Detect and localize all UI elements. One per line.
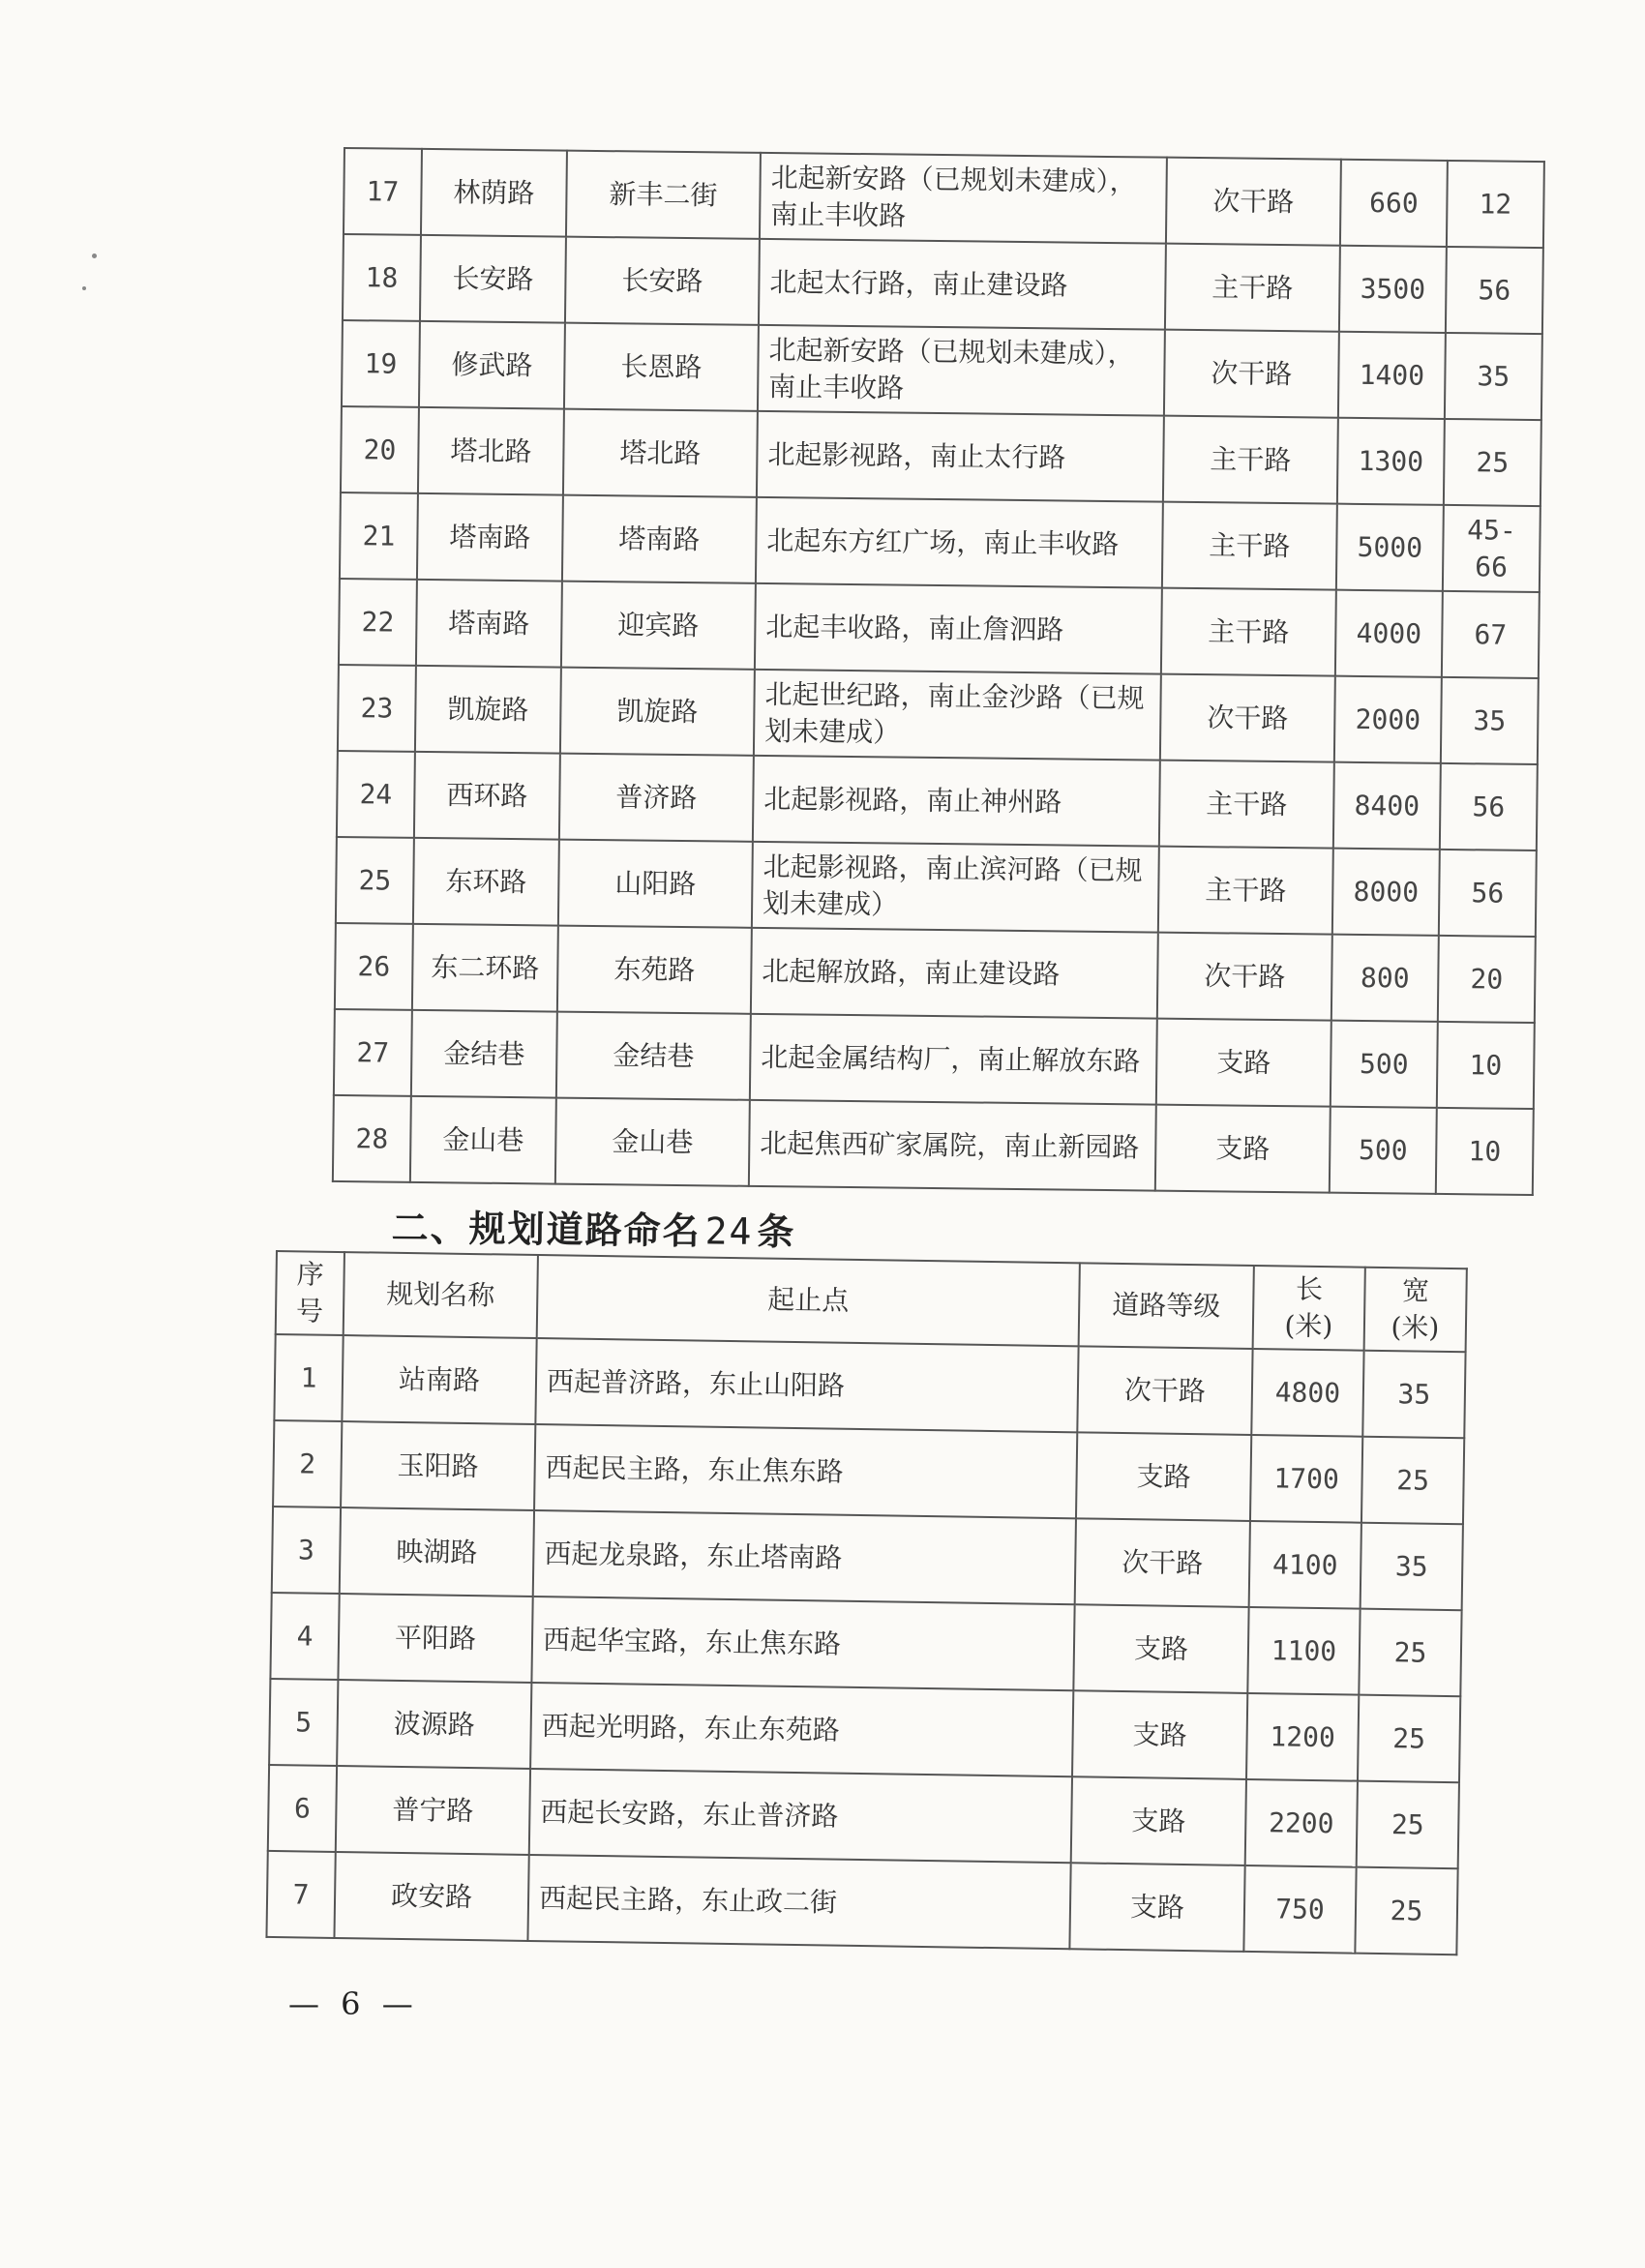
- road-length-cell: 1100: [1247, 1607, 1360, 1695]
- table-row: [339, 579, 1540, 678]
- road-length-cell: 750: [1243, 1865, 1356, 1954]
- road-grade-cell: 主干路: [1165, 244, 1340, 332]
- road-grade-cell: 次干路: [1075, 1518, 1250, 1607]
- new-name-cell: 凯旋路: [560, 668, 755, 756]
- section-heading-suffix: 条: [757, 1209, 796, 1254]
- road-grade-cell: 支路: [1156, 1019, 1331, 1107]
- road-width-cell: 67: [1442, 591, 1540, 678]
- road-width-cell: 56: [1440, 763, 1538, 850]
- original-name-cell: 塔南路: [416, 580, 562, 668]
- original-name-cell: 金结巷: [411, 1010, 557, 1098]
- table-row: [343, 234, 1543, 334]
- original-name-cell: 塔南路: [417, 493, 563, 582]
- new-name-cell: 金山巷: [555, 1098, 750, 1186]
- table-row: [340, 492, 1540, 592]
- planned-name-cell: 波源路: [337, 1680, 531, 1769]
- start-end-point-cell: 北起影视路，南止太行路: [757, 411, 1164, 502]
- new-name-cell: 迎宾路: [561, 582, 756, 670]
- road-grade-cell: 次干路: [1077, 1346, 1252, 1435]
- new-name-cell: 长恩路: [564, 323, 759, 411]
- header-serial-number: 序 号: [276, 1251, 344, 1335]
- start-end-point-cell: 北起影视路，南止神州路: [753, 756, 1160, 847]
- new-name-cell: 长安路: [565, 237, 760, 325]
- road-grade-cell: 主干路: [1162, 502, 1337, 590]
- original-name-cell: 长安路: [420, 235, 566, 323]
- road-width-cell: 35: [1362, 1351, 1465, 1439]
- table-row: [266, 1851, 1457, 1955]
- table-row: [338, 665, 1539, 764]
- table-row: [342, 320, 1542, 420]
- row-number-cell: 26: [335, 923, 413, 1010]
- new-name-cell: 东苑路: [557, 926, 752, 1014]
- road-grade-cell: 次干路: [1157, 933, 1332, 1021]
- new-name-cell: 塔北路: [563, 409, 758, 497]
- start-end-point-cell: 北起新安路（已规划未建成），南止丰收路: [758, 325, 1165, 416]
- road-width-cell: 35: [1445, 333, 1542, 420]
- road-length-cell: 4100: [1249, 1521, 1361, 1609]
- row-number-cell: 6: [268, 1765, 337, 1852]
- row-number-cell: 24: [337, 751, 415, 838]
- row-number-cell: 28: [333, 1095, 411, 1182]
- road-length-cell: 660: [1340, 160, 1448, 247]
- road-renaming-table-body: [333, 148, 1544, 1195]
- start-end-point-cell: 北起东方红广场，南止丰收路: [756, 497, 1163, 588]
- start-end-point-cell: 西起华宝路，东止焦东路: [531, 1597, 1074, 1690]
- planned-name-cell: 映湖路: [340, 1507, 534, 1597]
- planned-road-naming-table: [265, 1250, 1467, 1955]
- row-number-cell: 5: [269, 1679, 338, 1766]
- road-length-cell: 500: [1331, 1021, 1438, 1108]
- header-length: 长 (米): [1253, 1266, 1365, 1351]
- page-number: — 6 —: [288, 1985, 419, 2022]
- header-planned-name: 规划名称: [344, 1252, 538, 1338]
- row-number-cell: 18: [343, 234, 421, 321]
- road-length-cell: 1200: [1246, 1693, 1359, 1781]
- section-heading-text: 二、规划道路命名: [391, 1206, 702, 1253]
- road-length-cell: 800: [1331, 935, 1439, 1022]
- road-grade-cell: 支路: [1069, 1863, 1244, 1952]
- table-row: [341, 406, 1541, 506]
- new-name-cell: 金结巷: [556, 1012, 751, 1100]
- original-name-cell: 东环路: [413, 838, 559, 926]
- start-end-point-cell: 西起民主路，东止焦东路: [534, 1424, 1077, 1518]
- road-width-cell: 56: [1446, 247, 1543, 334]
- road-grade-cell: 支路: [1076, 1432, 1251, 1521]
- start-end-point-cell: 北起影视路，南止滨河路（已规划未建成）: [752, 842, 1159, 933]
- start-end-point-cell: 北起解放路，南止建设路: [751, 928, 1158, 1019]
- new-name-cell: 塔南路: [562, 495, 757, 583]
- row-number-cell: 23: [338, 665, 416, 752]
- original-name-cell: 修武路: [419, 321, 565, 409]
- road-width-cell: 20: [1438, 936, 1536, 1023]
- road-length-cell: 1400: [1338, 332, 1446, 419]
- road-length-cell: 4000: [1335, 590, 1443, 677]
- road-grade-cell: 支路: [1071, 1776, 1246, 1865]
- road-grade-cell: 主干路: [1163, 416, 1338, 504]
- road-length-cell: 1300: [1337, 418, 1445, 505]
- row-number-cell: 21: [340, 492, 418, 580]
- road-width-cell: 56: [1439, 850, 1537, 937]
- road-width-cell: 25: [1359, 1609, 1461, 1697]
- road-width-cell: 45-66: [1443, 505, 1540, 592]
- road-grade-cell: 次干路: [1164, 330, 1339, 418]
- planned-road-naming-table-body: [266, 1334, 1465, 1955]
- table-row: [335, 923, 1536, 1023]
- road-grade-cell: 主干路: [1159, 761, 1334, 849]
- road-grade-cell: 次干路: [1160, 674, 1335, 762]
- start-end-point-cell: 北起太行路，南止建设路: [759, 239, 1166, 330]
- road-width-cell: 25: [1355, 1867, 1457, 1955]
- section-heading-count: 24: [704, 1209, 754, 1253]
- planned-name-cell: 普宁路: [336, 1766, 530, 1855]
- original-name-cell: 林荫路: [421, 149, 567, 237]
- row-number-cell: 17: [344, 148, 422, 235]
- original-name-cell: 东二环路: [412, 924, 558, 1012]
- road-width-cell: 25: [1358, 1695, 1460, 1783]
- header-road-grade: 道路等级: [1079, 1263, 1254, 1349]
- road-length-cell: 8000: [1332, 849, 1440, 936]
- new-name-cell: 山阳路: [558, 840, 753, 928]
- road-width-cell: 35: [1361, 1523, 1463, 1611]
- row-number-cell: 1: [274, 1334, 343, 1421]
- road-width-cell: 25: [1361, 1437, 1464, 1525]
- road-length-cell: 3500: [1339, 246, 1447, 333]
- new-name-cell: 普济路: [559, 754, 754, 842]
- road-length-cell: 500: [1330, 1107, 1437, 1194]
- road-length-cell: 1700: [1250, 1435, 1362, 1523]
- start-end-point-cell: 北起焦西矿家属院，南止新园路: [749, 1100, 1156, 1191]
- road-width-cell: 10: [1437, 1022, 1535, 1109]
- road-width-cell: 12: [1447, 161, 1544, 248]
- start-end-point-cell: 北起新安路（已规划未建成），南止丰收路: [760, 153, 1167, 244]
- row-number-cell: 27: [334, 1009, 412, 1096]
- planned-name-cell: 站南路: [342, 1335, 536, 1424]
- original-name-cell: 塔北路: [418, 407, 564, 495]
- new-name-cell: 新丰二街: [566, 151, 761, 239]
- road-grade-cell: 支路: [1155, 1105, 1331, 1193]
- original-name-cell: 金山巷: [410, 1096, 556, 1184]
- section-heading: [391, 1198, 795, 1255]
- row-number-cell: 3: [272, 1507, 341, 1594]
- road-width-cell: 25: [1357, 1781, 1459, 1869]
- scan-speck: [92, 254, 97, 258]
- row-number-cell: 22: [339, 579, 417, 666]
- start-end-point-cell: 西起光明路，东止东苑路: [530, 1683, 1073, 1776]
- road-length-cell: 8400: [1333, 762, 1441, 850]
- road-grade-cell: 主干路: [1161, 588, 1336, 676]
- road-grade-cell: 支路: [1072, 1690, 1247, 1779]
- road-length-cell: 4800: [1251, 1349, 1363, 1437]
- row-number-cell: 4: [270, 1593, 339, 1680]
- original-name-cell: 西环路: [414, 752, 560, 840]
- road-width-cell: 10: [1436, 1108, 1534, 1195]
- start-end-point-cell: 北起丰收路，南止詹泗路: [755, 583, 1162, 674]
- row-number-cell: 19: [342, 320, 420, 407]
- road-grade-cell: 主干路: [1158, 847, 1333, 935]
- road-width-cell: 25: [1444, 419, 1541, 506]
- table-row: [337, 751, 1538, 850]
- road-grade-cell: 支路: [1073, 1604, 1248, 1693]
- header-start-end-point: 起止点: [537, 1255, 1080, 1346]
- road-length-cell: 2000: [1334, 676, 1442, 763]
- row-number-cell: 25: [336, 837, 414, 924]
- start-end-point-cell: 西起长安路，东止普济路: [529, 1769, 1072, 1863]
- table-row: [333, 1095, 1534, 1195]
- scan-speck: [82, 286, 86, 290]
- table-row: [344, 148, 1544, 248]
- table-row: [334, 1009, 1535, 1109]
- road-length-cell: 2200: [1245, 1779, 1358, 1867]
- original-name-cell: 凯旋路: [415, 666, 561, 754]
- road-width-cell: 35: [1441, 677, 1539, 764]
- start-end-point-cell: 西起民主路，东止政二街: [527, 1855, 1070, 1949]
- header-width: 宽 (米): [1364, 1268, 1467, 1353]
- road-length-cell: 5000: [1336, 504, 1444, 591]
- start-end-point-cell: 西起龙泉路，东止塔南路: [533, 1510, 1076, 1604]
- planned-name-cell: 玉阳路: [341, 1421, 535, 1510]
- planned-name-cell: 政安路: [334, 1852, 528, 1941]
- start-end-point-cell: 北起世纪路，南止金沙路（已规划未建成）: [754, 670, 1161, 761]
- road-grade-cell: 次干路: [1166, 158, 1341, 246]
- row-number-cell: 7: [266, 1851, 335, 1938]
- start-end-point-cell: 北起金属结构厂，南止解放东路: [750, 1014, 1157, 1105]
- planned-name-cell: 平阳路: [338, 1594, 532, 1683]
- table-row: [336, 837, 1537, 937]
- start-end-point-cell: 西起普济路，东止山阳路: [535, 1338, 1078, 1432]
- road-renaming-table: [332, 147, 1545, 1196]
- row-number-cell: 2: [273, 1420, 342, 1507]
- row-number-cell: 20: [341, 406, 419, 493]
